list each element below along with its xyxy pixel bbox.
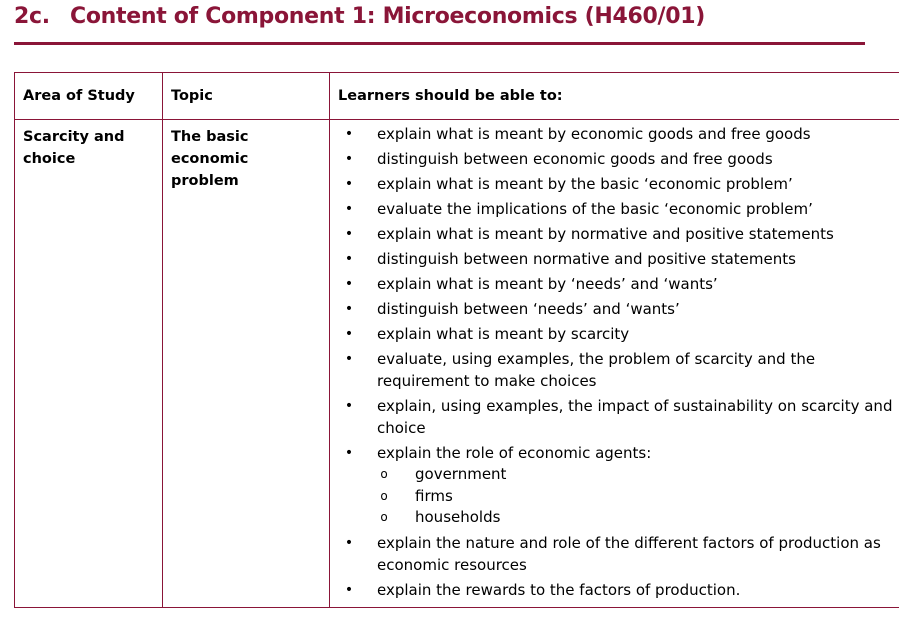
list-item: [338, 198, 899, 220]
list-item: [338, 298, 899, 320]
item-text: distinguish between ‘needs’ and ‘wants’: [377, 300, 680, 318]
topic-text: The basic economic problem: [171, 129, 249, 189]
sub-item-text: firms: [415, 486, 453, 505]
list-item: [338, 395, 899, 439]
bullet-icon: •: [344, 398, 354, 414]
item-text: distinguish between economic goods and free goods: [377, 150, 773, 168]
bullet-icon: •: [344, 126, 354, 142]
sub-list-item: [377, 464, 899, 486]
list-item: [338, 532, 899, 576]
item-text: distinguish between normative and positive statements: [377, 250, 796, 268]
sub-list-item: [377, 507, 899, 529]
list-item: [338, 148, 899, 170]
item-text: evaluate the implications of the basic ‘economic problem’: [377, 200, 813, 218]
item-text: explain what is meant by normative and positive statements: [377, 225, 834, 243]
circle-bullet-icon: o: [380, 488, 388, 503]
sub-item-text: households: [415, 508, 501, 526]
bullet-icon: •: [344, 176, 354, 192]
list-item: [338, 323, 899, 345]
circle-bullet-icon: o: [380, 467, 388, 481]
section-number: 2c.: [14, 4, 50, 29]
content-table: [14, 72, 899, 608]
item-text: explain the rewards to the factors of production.: [377, 580, 741, 599]
sub-item-text: government: [415, 465, 507, 483]
section-title: Content of Component 1: Microeconomics (H460/01): [70, 4, 706, 29]
item-text: explain, using examples, the impact of sustainability on scarcity and choice: [377, 397, 893, 437]
bullet-icon: •: [344, 226, 354, 242]
item-text: explain what is meant by ‘needs’ and ‘wants’: [377, 275, 718, 293]
list-item: [338, 442, 899, 529]
item-text: explain the role of economic agents:: [377, 444, 652, 462]
bullet-icon: •: [344, 201, 354, 217]
list-item: [338, 223, 899, 245]
agents-sublist: [377, 464, 899, 529]
circle-bullet-icon: o: [380, 510, 388, 524]
objectives-cell: [330, 120, 899, 608]
item-text: explain the nature and role of the different factors of production as economic resources: [377, 533, 881, 574]
list-item: [338, 248, 899, 270]
item-text: explain what is meant by scarcity: [377, 325, 630, 343]
header-topic: Topic: [163, 73, 330, 120]
objectives-list: [338, 123, 899, 601]
section-heading: [14, 4, 864, 34]
bullet-icon: •: [344, 276, 354, 292]
sub-list-item: [377, 486, 899, 508]
area-text: Scarcity and choice: [23, 129, 125, 167]
bullet-icon: •: [344, 251, 354, 267]
list-item: [338, 273, 899, 295]
bullet-icon: •: [344, 151, 354, 167]
item-text: explain what is meant by the basic ‘economic problem’: [377, 175, 793, 193]
bullet-icon: •: [344, 326, 354, 342]
header-area-of-study: Area of Study: [15, 73, 163, 120]
bullet-icon: •: [344, 534, 354, 551]
bullet-icon: •: [344, 445, 354, 461]
table-row: [15, 120, 899, 608]
bullet-icon: •: [344, 351, 354, 367]
list-item: [338, 348, 899, 392]
bullet-icon: •: [344, 581, 354, 598]
heading-rule: [14, 42, 865, 45]
list-item: [338, 579, 899, 601]
list-item: [338, 173, 899, 195]
bullet-icon: •: [344, 301, 354, 317]
table-header-row: [15, 73, 899, 120]
header-learners: Learners should be able to:: [330, 73, 899, 120]
item-text: evaluate, using examples, the problem of scarcity and the requirement to make choices: [377, 350, 816, 390]
list-item: [338, 123, 899, 145]
item-text: explain what is meant by economic goods and free goods: [377, 125, 811, 143]
area-cell: [15, 120, 163, 608]
topic-cell: [163, 120, 330, 608]
